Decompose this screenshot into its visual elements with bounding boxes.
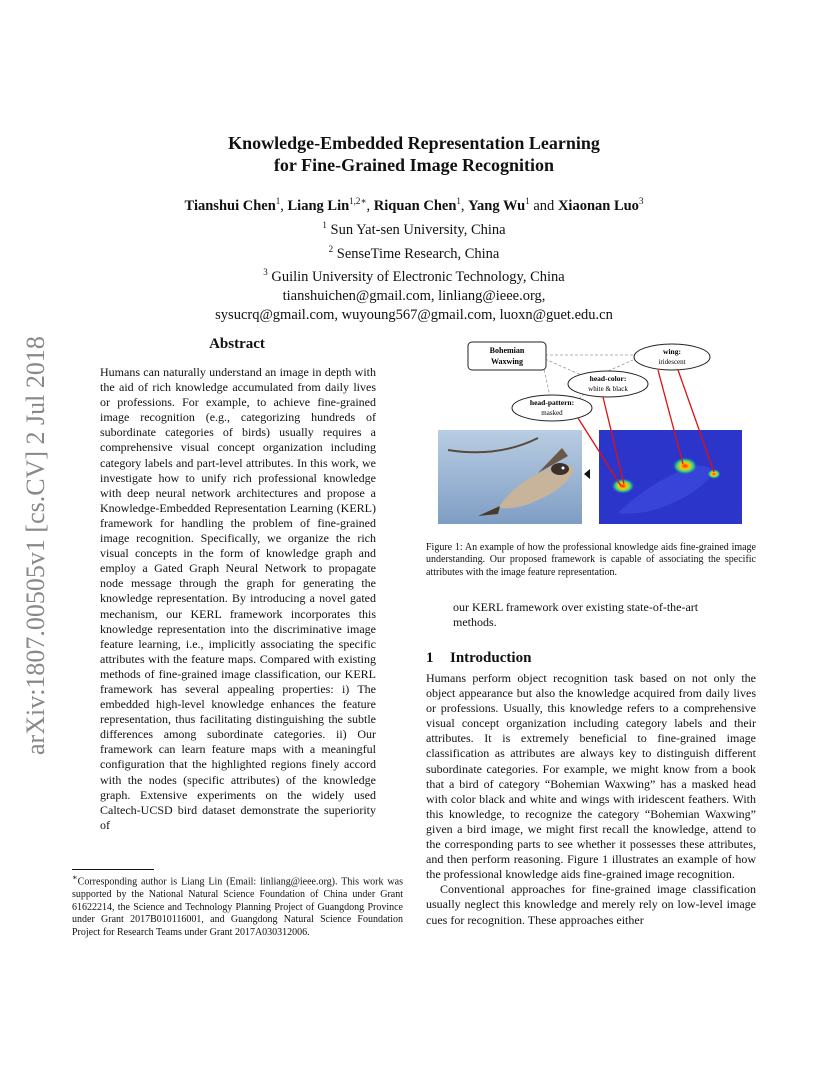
emails-line-2: sysucrq@gmail.com, wuyoung567@gmail.com, luoxn@guet.edu.cn <box>215 307 613 324</box>
svg-text:Bohemian: Bohemian <box>489 346 525 355</box>
svg-text:Waxwing: Waxwing <box>490 357 524 366</box>
abstract-text: Humans can naturally understand an image in depth with the aid of rich knowledge accumulated from daily lives or professions. For example, to achieve fine-grained image recognition (e.g., categorizing hundreds of subordinate categories of birds) usually requires a comprehensive visual concept organization including category labels and part-level attributes. In this work, we investigate how to unify rich professional knowledge with deep neural network architectures and propose a Knowledge-Embedded Representation Learning (KERL) framework for handling the problem of fine-grained image recognition. Specifically, we organize the rich visual concepts in the form of knowledge graph and employ a Gated Graph Neural Network to propagate node message through the graph for generating the knowledge representation. By introducing a novel gated mechanism, our KERL framework incorporates this knowledge representation into the discriminative image feature learning, i.e., implicitly associating the specific attributes with the feature maps. Compared with existing methods of fine-grained image classification, our KERL framework has several appealing properties: i) The embedded high-level knowledge enhances the feature representation, thus facilitating distinguishing the subtle differences among subordinate categories. ii) Our framework can learn feature maps with a meaningful configuration that the highlighted regions finely accord with the nodes (specific attributes) of the knowledge graph. Extensive experiments on the widely used Caltech-UCSD bird dataset demonstrate the superiority of <box>100 365 376 832</box>
footnote-rule <box>72 869 154 870</box>
svg-text:iridescent: iridescent <box>658 358 686 366</box>
svg-text:head-pattern:: head-pattern: <box>529 398 575 407</box>
edge-headcolor-wing <box>608 360 633 371</box>
node-wing <box>634 344 710 370</box>
node-head-color <box>568 371 648 397</box>
footnote-text: Corresponding author is Liang Lin (Email: linliang@ieee.org). This work was supported by the National Natural Science Foundation of China under Grant 61622214, the Science and Technology Planning Project of Guangdong Province under Grant 2017B010116001, and Guangdong Natural Science Foundation Project for Research Teams under Grant 2017A030312006. <box>72 876 403 938</box>
bird-photo <box>438 430 582 524</box>
section-title: Introduction <box>450 650 532 666</box>
author: Yang Wu$^1$ and <box>468 196 558 214</box>
section-heading <box>426 650 531 667</box>
figure-caption: Figure 1: An example of how the professional knowledge aids fine-grained image understanding. Our proposed framework is capable of associating the specific attributes with the image feature representation. <box>426 542 756 578</box>
author: Tianshui Chen$^1$, <box>184 196 288 214</box>
title-line-2: for Fine-Grained Image Recognition <box>273 155 555 175</box>
arxiv-stamp <box>18 305 50 755</box>
affiliation: $^1$ Sun Yat-sen University, China <box>322 219 506 238</box>
affiliation: $^3$ Guilin University of Electronic Technology, China <box>263 267 565 286</box>
node-category <box>468 342 546 370</box>
section-number: 1 <box>426 650 434 666</box>
abstract-continuation: our KERL framework over existing state-of-the-art methods. <box>453 600 699 629</box>
svg-text:wing:: wing: <box>663 347 681 356</box>
author-list <box>0 192 828 216</box>
footnote-mark: ∗ <box>72 873 78 882</box>
author-block <box>0 192 828 325</box>
emails-line-1: tianshuichen@gmail.com, linliang@ieee.org, <box>282 288 546 305</box>
heatmap-image <box>599 430 742 524</box>
svg-text:head-color:: head-color: <box>589 374 627 383</box>
figure-1 <box>438 338 744 528</box>
paper-title <box>0 132 828 176</box>
abstract-heading: Abstract <box>209 336 265 352</box>
node-head-pattern <box>512 395 592 421</box>
arxiv-id: arXiv:1807.00505v1 [cs.CV] 2 Jul 2018 <box>21 336 50 755</box>
introduction-body <box>426 671 756 928</box>
author: Riquan Chen$^1$, <box>373 196 469 214</box>
affiliation: $^2$ SenseTime Research, China <box>328 243 500 262</box>
footnote <box>72 872 403 939</box>
author: Liang Lin$^{1,2∗}$, <box>287 196 374 214</box>
title-line-1: Knowledge-Embedded Representation Learning <box>228 133 600 153</box>
author: Xiaonan Luo$^3$ <box>557 196 644 214</box>
arrow-icon <box>584 469 590 479</box>
paragraph: Humans perform object recognition task based on not only the object appearance but also the knowledge acquired from daily lives or professions. Usually, this knowledge refers to a comprehensive visual concept organization including category labels and their attributes. It is extremely beneficial to fine-grained image classification as attributes are always key to distinguish different subordinate categories. For example, we might know from a book that a bird of category “Bohemian Waxwing” has a masked head with color black and white and wings with iridescent feathers. With this knowledge, to recognize the category “Bohemian Waxwing” given a bird image, we might first recall the knowledge, attend to the corresponding parts to see whether it possesses these attributes, and then perform reasoning. Figure 1 illustrates an example of how the professional knowledge aids fine-grained image recognition. <box>426 671 756 882</box>
svg-text:white & black: white & black <box>588 385 628 393</box>
paragraph: Conventional approaches for fine-grained image classification usually neglect this knowledge and merely rely on low-level image cues for recognition. These approaches either <box>426 882 756 927</box>
svg-text:masked: masked <box>541 409 563 417</box>
